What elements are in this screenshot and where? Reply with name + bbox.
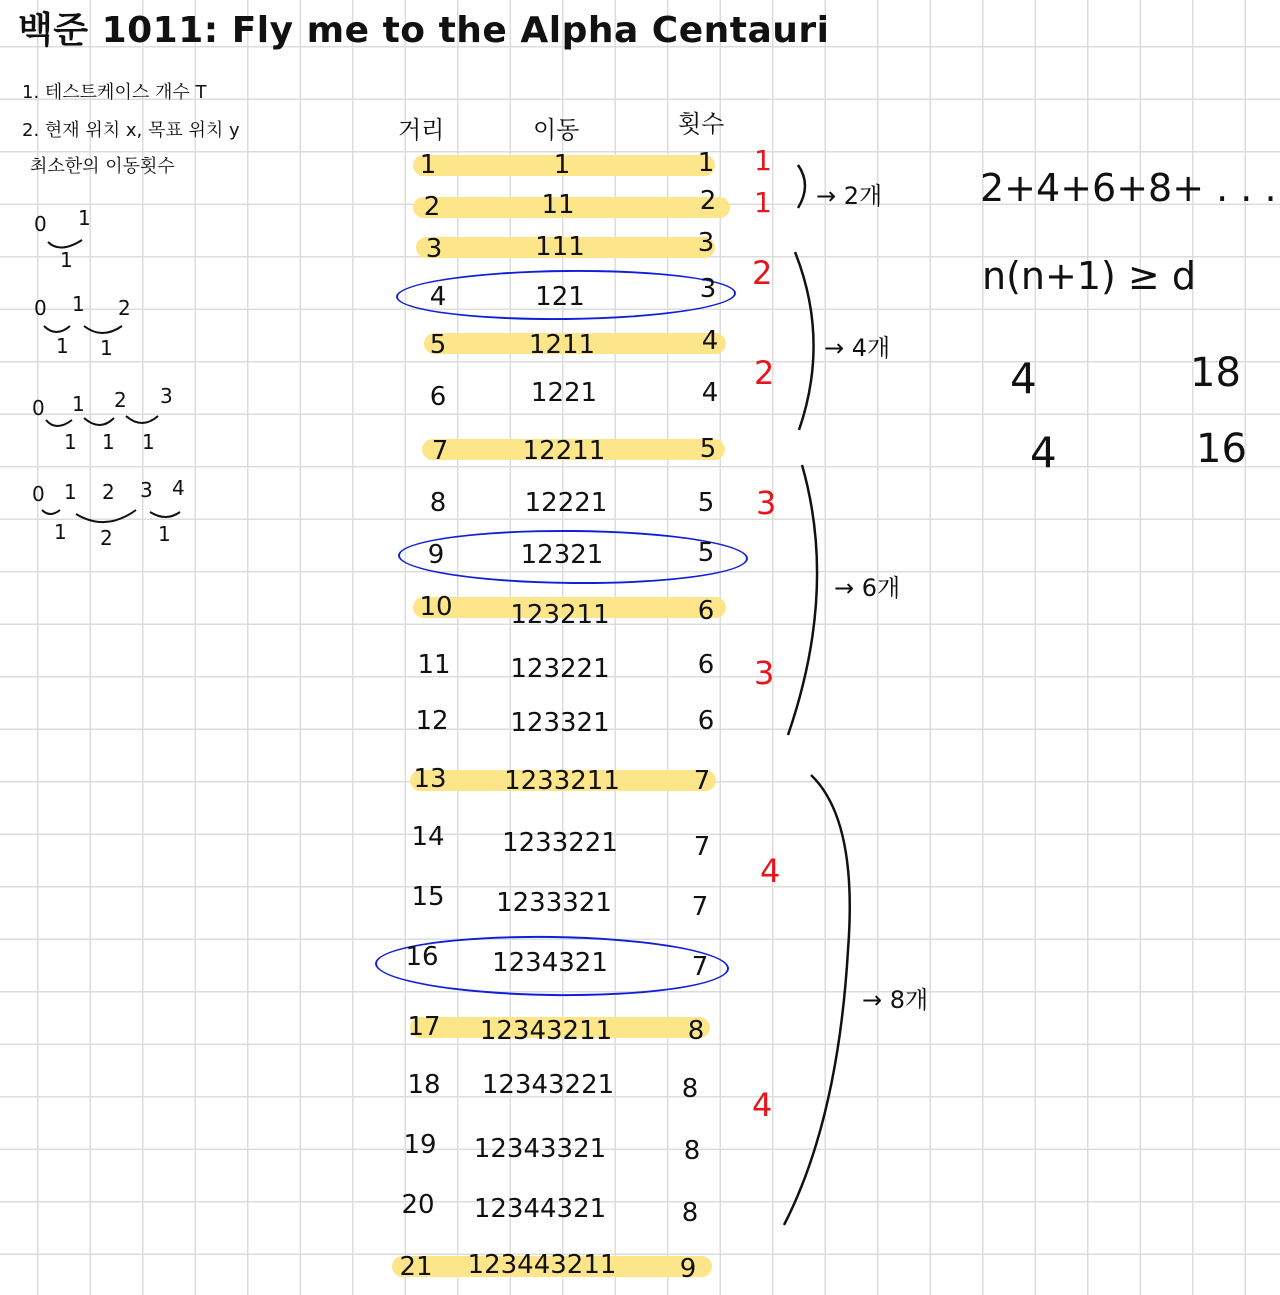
red-mark: 4 [752,1086,773,1124]
cell-distance: 8 [429,488,447,518]
note-positions: 2. 현재 위치 x, 목표 위치 y [22,120,240,141]
cell-count: 3 [697,228,715,258]
group-label: → 6개 [834,574,901,602]
cell-moves: 121 [535,282,585,312]
cell-distance: 11 [417,650,451,680]
cell-moves: 11 [541,190,575,220]
cell-moves: 111 [535,232,585,262]
cell-distance: 1 [419,150,437,180]
cell-distance: 7 [431,436,449,466]
cell-distance: 17 [407,1012,441,1042]
tree-node: 0 [32,396,45,420]
cell-count: 7 [693,766,711,796]
red-mark: 1 [754,144,772,177]
cell-moves: 12343321 [473,1134,607,1164]
red-mark: 2 [754,354,775,392]
cell-distance: 2 [423,192,441,222]
cell-moves: 12221 [524,488,608,518]
group-label: → 8개 [862,986,929,1014]
tree-node: 3 [140,478,153,502]
cell-moves: 1234321 [492,948,608,978]
cell-moves: 1 [553,150,571,180]
cell-distance: 21 [399,1252,433,1282]
cell-distance: 16 [405,942,439,972]
cell-count: 7 [691,892,709,922]
tree-node: 1 [72,292,85,316]
cell-moves: 12321 [520,540,604,570]
header-distance: 거리 [398,116,445,144]
note-test-cases: 1. 테스트케이스 개수 T [22,82,207,103]
cell-distance: 15 [411,882,445,912]
cell-distance: 9 [427,540,445,570]
cell-count: 8 [687,1016,705,1046]
cell-moves: 12211 [522,436,606,466]
bracket-icon [798,165,805,208]
note-minimum-moves: 최소한의 이동횟수 [30,156,175,177]
tree-node: 0 [32,482,45,506]
cell-distance: 12 [415,706,449,736]
example-value: 4 [1010,354,1037,403]
tree-node: 1 [64,480,77,504]
bracket-icon [788,465,817,735]
cell-distance: 3 [425,234,443,264]
example-value: 4 [1030,428,1057,477]
tree-step: 1 [60,248,73,272]
bracket-icon [795,252,814,430]
tree-node: 2 [114,388,127,412]
cell-moves: 123321 [510,708,610,738]
cell-moves: 123443211 [467,1250,617,1280]
tree-node: 2 [102,480,115,504]
red-mark: 4 [760,852,781,890]
tree-step: 2 [100,526,113,550]
cell-distance: 18 [407,1070,441,1100]
tree-node: 1 [72,392,85,416]
example-value: 16 [1196,426,1247,472]
cell-count: 5 [697,488,715,518]
cell-count: 2 [699,186,717,216]
example-value: 18 [1190,350,1241,396]
cell-distance: 10 [419,592,453,622]
cell-moves: 1233211 [504,766,620,796]
series-formula: 2+4+6+8+ . . . [980,166,1277,210]
header-count: 횟수 [678,110,725,138]
cell-count: 8 [681,1074,699,1104]
header-moves: 이동 [533,116,580,144]
red-mark: 3 [754,654,775,692]
cell-moves: 1221 [530,378,598,408]
cell-distance: 4 [429,282,447,312]
cell-moves: 123211 [510,600,610,630]
red-mark: 2 [752,254,773,292]
cell-moves: 12343211 [479,1016,613,1046]
cell-count: 8 [681,1198,699,1228]
tree-node: 0 [34,296,47,320]
cell-count: 5 [697,538,715,568]
page-title: 백준 1011: Fly me to the Alpha Centauri [18,10,830,51]
inequality-formula: n(n+1) ≥ d [982,254,1196,298]
cell-distance: 5 [429,330,447,360]
red-mark: 1 [754,186,772,219]
tree-step: 1 [56,334,69,358]
tree-node: 1 [78,206,91,230]
tree-step: 1 [102,430,115,454]
tree-node: 0 [34,212,47,236]
cell-distance: 6 [429,382,447,412]
cell-distance: 19 [403,1130,437,1160]
cell-count: 4 [701,326,719,356]
cell-distance: 13 [413,764,447,794]
cell-count: 8 [683,1136,701,1166]
cell-moves: 123221 [510,654,610,684]
cell-count: 7 [693,832,711,862]
cell-count: 6 [697,650,715,680]
tree-step: 1 [54,520,67,544]
cell-count: 7 [691,952,709,982]
group-label: → 4개 [824,334,891,362]
cell-moves: 12344321 [473,1194,607,1224]
cell-distance: 14 [411,822,445,852]
cell-moves: 1233321 [496,888,612,918]
tree-step: 1 [64,430,77,454]
bracket-icon [784,775,850,1225]
cell-count: 3 [699,274,717,304]
tree-node: 3 [160,384,173,408]
tree-step: 1 [142,430,155,454]
cell-count: 5 [699,434,717,464]
cell-count: 6 [697,706,715,736]
cell-moves: 1211 [528,330,596,360]
red-mark: 3 [756,484,777,522]
cell-count: 1 [697,148,715,178]
group-label: → 2개 [816,182,883,210]
tree-step: 1 [158,522,171,546]
cell-moves: 12343221 [481,1070,615,1100]
cell-count: 9 [679,1254,697,1284]
cell-moves: 1233221 [502,828,618,858]
tree-node: 4 [172,476,185,500]
cell-count: 4 [701,378,719,408]
tree-node: 2 [118,296,131,320]
cell-distance: 20 [401,1190,435,1220]
tree-step: 1 [100,336,113,360]
cell-count: 6 [697,596,715,626]
